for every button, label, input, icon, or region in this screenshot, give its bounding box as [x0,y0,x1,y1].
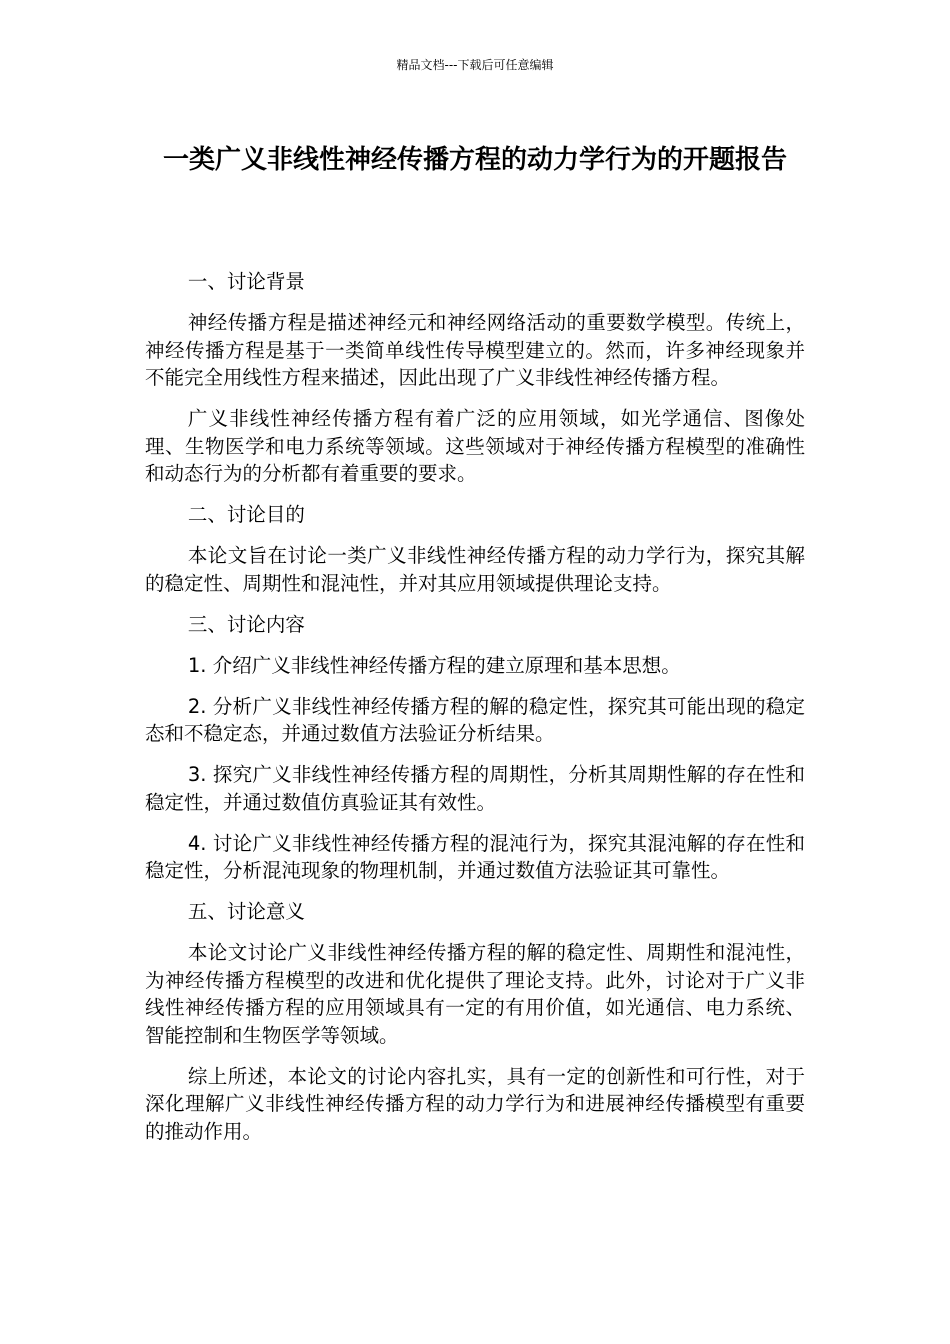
page-header: 精品文档---下载后可任意编辑 [396,58,554,72]
document-body [145,268,805,1159]
list-item: 4. 讨论广义非线性神经传播方程的混沌行为，探究其混沌解的存在性和稳定性，分析混沌现象的物理机制，并通过数值方法验证其可靠性。 [145,831,805,882]
section-heading-background: 一、讨论背景 [187,270,305,293]
section-heading-purpose: 二、讨论目的 [187,503,305,526]
paragraph: 综上所述，本论文的讨论内容扎实，具有一定的创新性和可行性，对于深化理解广义非线性神经传播方程的动力学行为和进展神经传播模型有重要的推动作用。 [145,1064,805,1143]
document-title: 一类广义非线性神经传播方程的动力学行为的开题报告 [162,145,787,175]
list-item: 3. 探究广义非线性神经传播方程的周期性，分析其周期性解的存在性和稳定性，并通过数值仿真验证其有效性。 [145,763,805,814]
paragraph: 本论文旨在讨论一类广义非线性神经传播方程的动力学行为，探究其解的稳定性、周期性和混沌性，并对其应用领域提供理论支持。 [145,544,805,595]
section-heading-significance: 五、讨论意义 [187,900,305,923]
paragraph: 本论文讨论广义非线性神经传播方程的解的稳定性、周期性和混沌性，为神经传播方程模型的改进和优化提供了理论支持。此外，讨论对于广义非线性神经传播方程的应用领域具有一定的有用价值，如光通信、电力系统、智能控制和生物医学等领域。 [145,941,805,1047]
section-heading-content: 三、讨论内容 [187,612,305,636]
list-item: 1. 介绍广义非线性神经传播方程的建立原理和基本思想。 [187,653,681,677]
paragraph: 广义非线性神经传播方程有着广泛的应用领域，如光学通信、图像处理、生物医学和电力系统等领域。这些领域对于神经传播方程模型的准确性和动态行为的分析都有着重要的要求。 [145,407,805,485]
paragraph: 神经传播方程是描述神经元和神经网络活动的重要数学模型。传统上，神经传播方程是基于一类简单线性传导模型建立的。然而，许多神经现象并不能完全用线性方程来描述，因此出现了广义非线性神经传播方程。 [145,311,805,389]
list-item: 2. 分析广义非线性神经传播方程的解的稳定性，探究其可能出现的稳定态和不稳定态，并通过数值方法验证分析结果。 [145,694,805,745]
